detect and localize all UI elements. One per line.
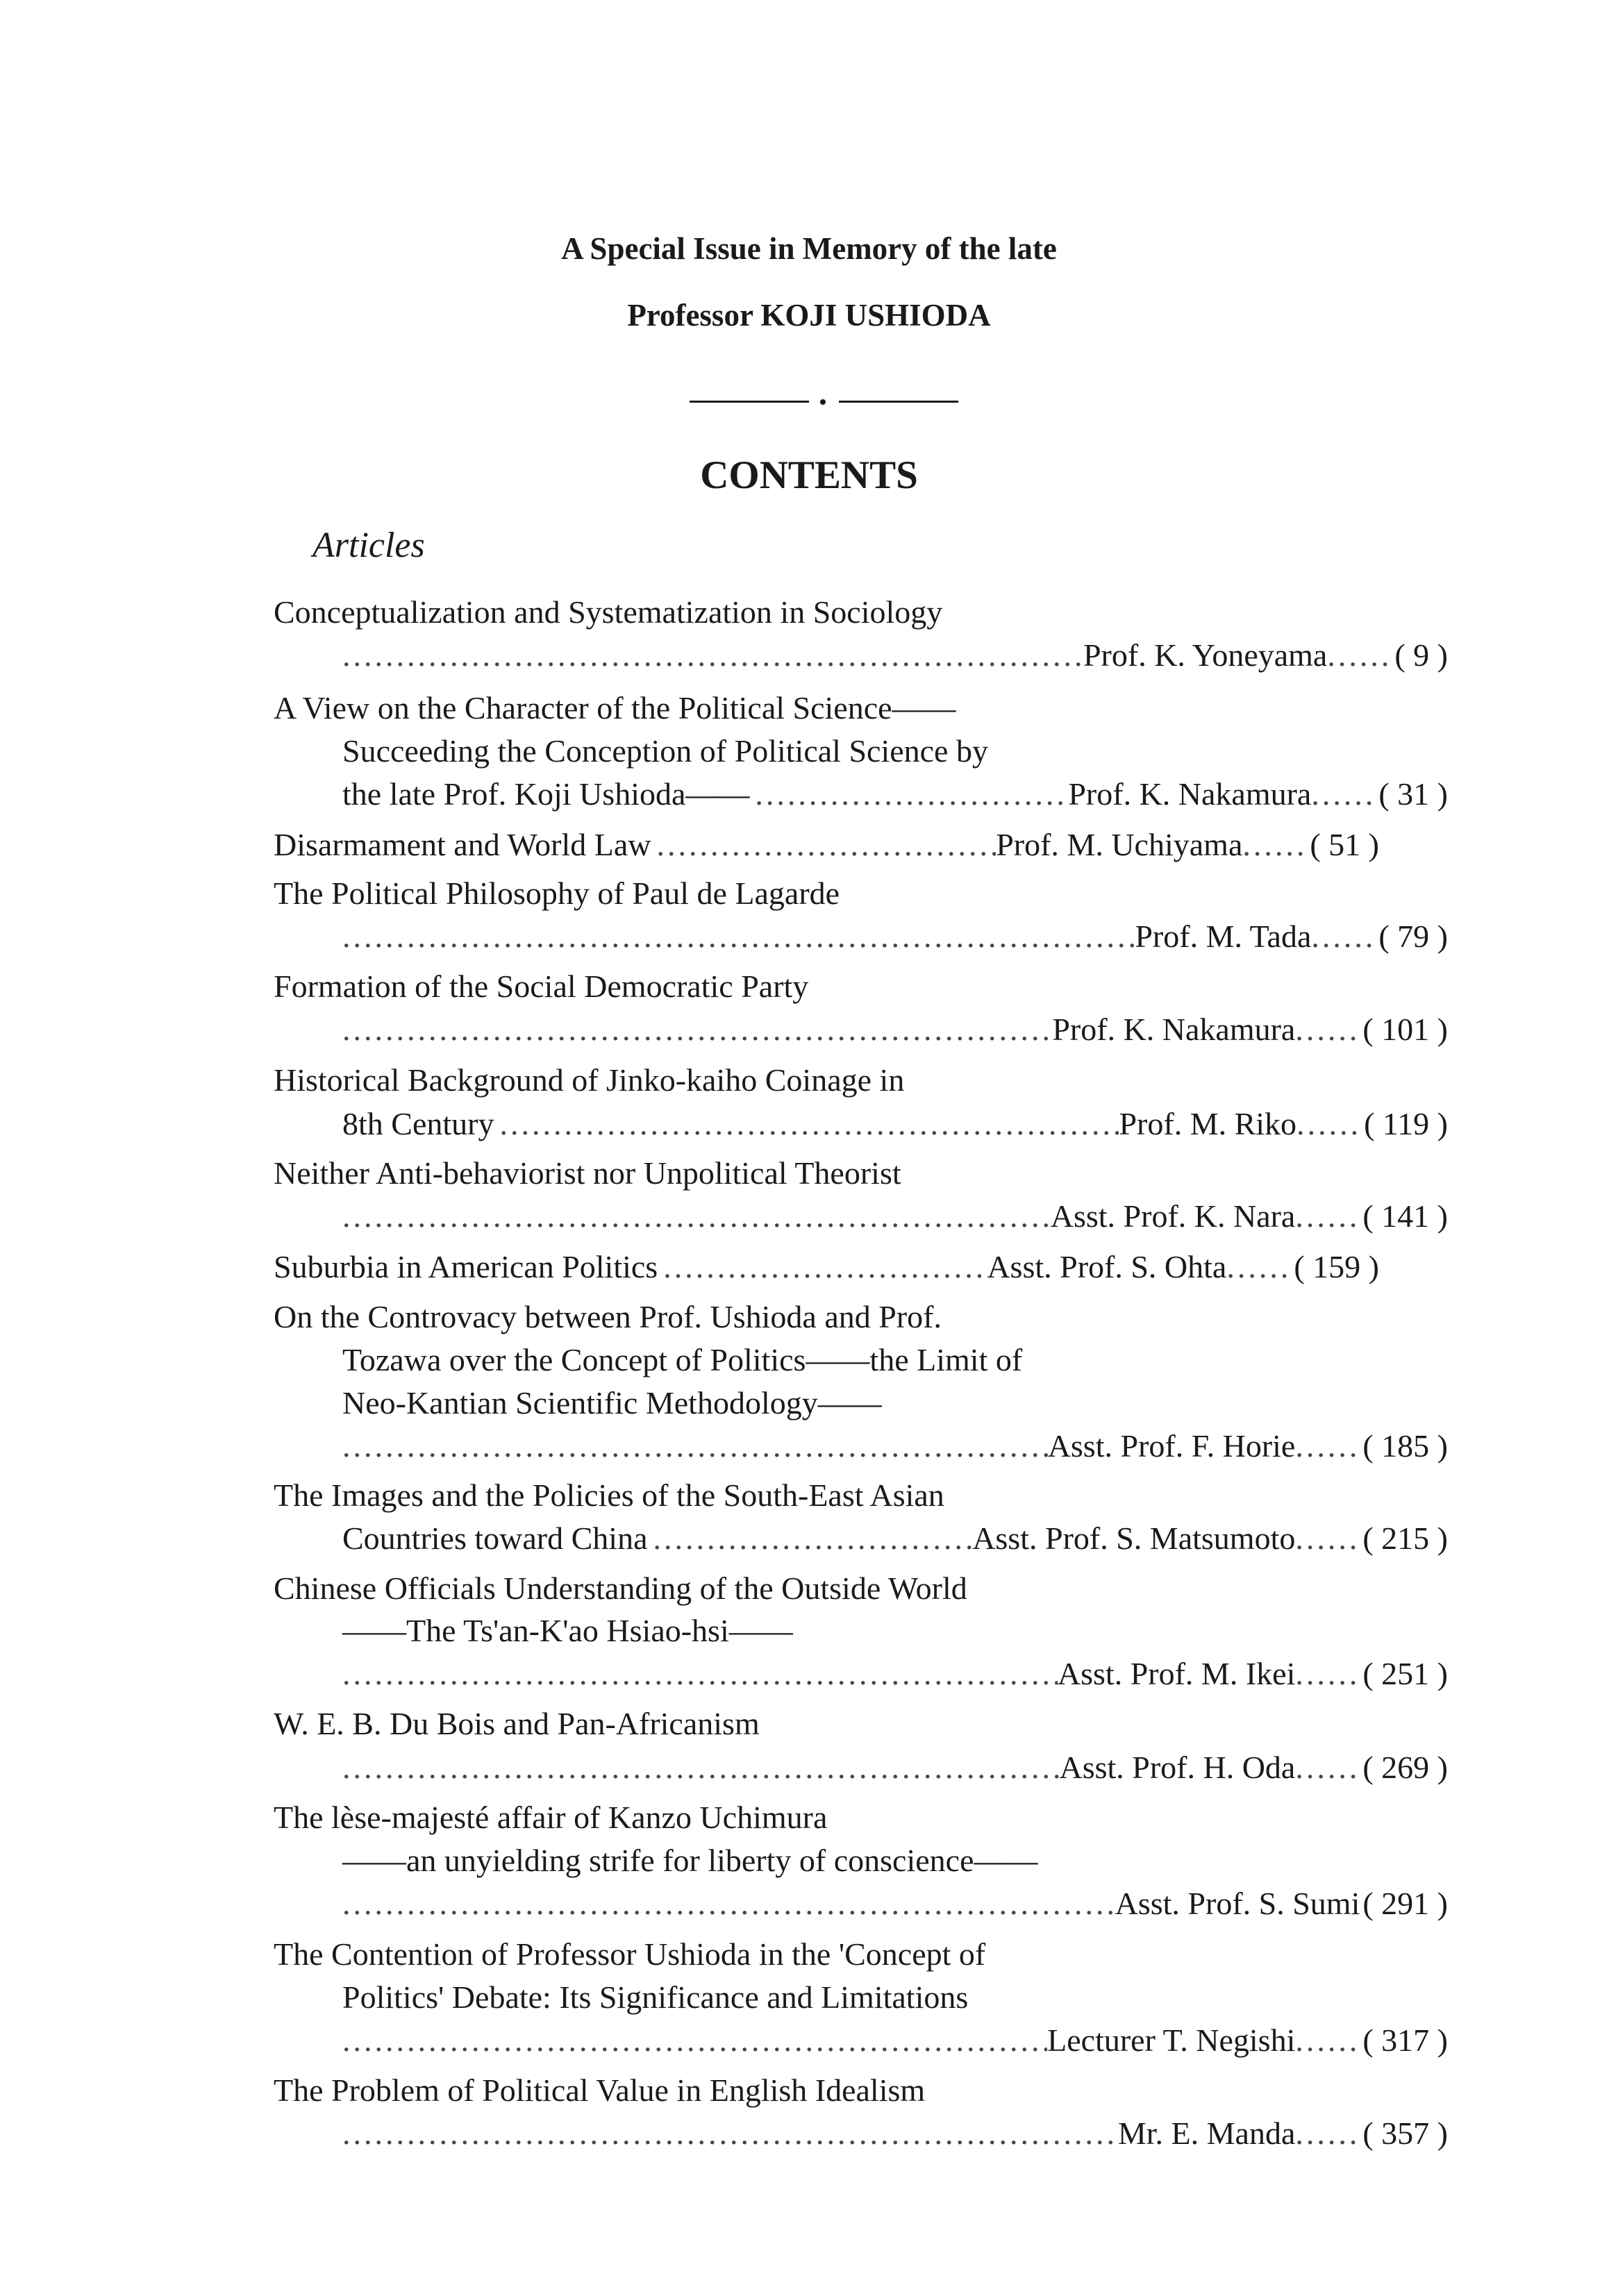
toc-page-number: ( 317 ): [1362, 2022, 1448, 2058]
toc-title-line: Neo-Kantian Scientific Methodology——: [342, 1385, 882, 1421]
dot-leader: [342, 2112, 1118, 2155]
toc-entry-leader: [342, 1103, 1448, 1146]
toc-title-line: On the Controvacy between Prof. Ushioda and Prof.: [274, 1299, 942, 1334]
dot-leader-short: ......: [1295, 1012, 1360, 1047]
professor-name: Professor KOJI USHIODA: [627, 298, 991, 333]
dot-leader: [656, 823, 996, 866]
dot-leader: [342, 1195, 1051, 1238]
toc-author: Asst. Prof. F. Horie: [1047, 1428, 1296, 1464]
toc-page-number: ( 159 ): [1294, 1249, 1379, 1284]
ornament-divider: [690, 398, 958, 406]
toc-page-number: ( 185 ): [1362, 1428, 1448, 1464]
dot-leader-short: ......: [1295, 1750, 1360, 1785]
section-label-articles: Articles: [312, 526, 425, 565]
dot-leader-short: ......: [1295, 1656, 1360, 1691]
dot-leader-short: ......: [1242, 827, 1308, 862]
toc-author: Prof. K. Yoneyama: [1083, 637, 1328, 673]
dot-leader-short: ......: [1311, 776, 1376, 812]
toc-title-line: Formation of the Social Democratic Party: [274, 969, 809, 1004]
toc-title-line: Tozawa over the Concept of Politics——the Limit of: [342, 1342, 1023, 1377]
toc-entry-leader: [342, 2019, 1448, 2062]
toc-title-line: Disarmament and World Law: [274, 827, 651, 862]
issue-title: A Special Issue in Memory of the late: [561, 231, 1057, 266]
toc-title-line: Conceptualization and Systematization in Sociology: [274, 594, 943, 630]
dot-leader: [342, 915, 1135, 958]
toc-author: Asst. Prof. K. Nara: [1050, 1198, 1296, 1234]
toc-entry-leader: [342, 1746, 1448, 1789]
toc-entry-leader: [342, 915, 1448, 958]
toc-title-line: Suburbia in American Politics: [274, 1249, 658, 1284]
dot-leader: [653, 1517, 973, 1560]
dot-leader-short: ......: [1295, 1428, 1360, 1464]
dot-leader: [342, 634, 1083, 677]
dot-leader: [342, 1425, 1048, 1468]
toc-author: Asst. Prof. M. Ikei: [1057, 1656, 1296, 1691]
dot-leader: [342, 1008, 1052, 1051]
dot-leader-short: ......: [1296, 1106, 1362, 1141]
toc-entry-leader: [342, 773, 1448, 816]
dot-leader: [499, 1103, 1119, 1146]
toc-author: Asst. Prof. H. Oda: [1059, 1750, 1296, 1785]
dot-leader-short: ......: [1226, 1249, 1292, 1284]
toc-entry-leader: [342, 2112, 1448, 2155]
toc-page-number: ( 51 ): [1310, 827, 1379, 862]
toc-title-line: The lèse-majesté affair of Kanzo Uchimura: [274, 1800, 828, 1835]
toc-title-line: Countries toward China: [342, 1520, 648, 1556]
toc-title-line: Neither Anti-behaviorist nor Unpolitical Theorist: [274, 1155, 901, 1191]
dot-leader-short: ......: [1295, 2022, 1360, 2058]
toc-title-line: ——an unyielding strife for liberty of conscience——: [342, 1843, 1038, 1878]
toc-title-line: ——The Ts'an-K'ao Hsiao-hsi——: [342, 1613, 793, 1648]
divider-dot: [820, 399, 826, 405]
toc-entry-leader: [342, 1882, 1448, 1925]
dot-leader-short: ......: [1295, 2115, 1360, 2151]
dot-leader-short: ......: [1327, 637, 1392, 673]
toc-page-number: ( 269 ): [1362, 1750, 1448, 1785]
toc-page-number: ( 251 ): [1362, 1656, 1448, 1691]
toc-page-number: ( 9 ): [1394, 637, 1448, 673]
toc-title-line: the late Prof. Koji Ushioda——: [342, 776, 750, 812]
dot-leader: [342, 2019, 1047, 2062]
toc-title-line: The Contention of Professor Ushioda in the 'Concept of: [274, 1936, 986, 1972]
toc-entry-leader: [342, 1425, 1448, 1468]
dot-leader-short: ......: [1311, 919, 1376, 954]
divider-rule-right: [839, 401, 958, 403]
toc-page-number: ( 141 ): [1362, 1198, 1448, 1234]
toc-title-line: W. E. B. Du Bois and Pan-Africanism: [274, 1706, 760, 1741]
toc-title-line: A View on the Character of the Political Science——: [274, 690, 956, 726]
dot-leader: [342, 1882, 1115, 1925]
toc-title-line: Succeeding the Conception of Political Science by: [342, 733, 988, 769]
toc-title-line: Chinese Officials Understanding of the Outside World: [274, 1570, 967, 1606]
toc-title-line: The Political Philosophy of Paul de Lagarde: [274, 875, 840, 911]
toc-author: Prof. K. Nakamura: [1052, 1012, 1296, 1047]
toc-entry-leader: [342, 1517, 1448, 1560]
toc-author: Prof. M. Tada: [1135, 919, 1312, 954]
toc-title-line: The Problem of Political Value in English Idealism: [274, 2072, 926, 2108]
toc-title-line: The Images and the Policies of the South-East Asian: [274, 1477, 944, 1513]
dot-leader: [755, 773, 1068, 816]
toc-entry-leader: [342, 634, 1448, 677]
toc-author: Asst. Prof. S. Sumi: [1115, 1886, 1360, 1921]
toc-author: Lecturer T. Negishi: [1047, 2022, 1296, 2058]
dot-leader: [663, 1246, 987, 1289]
toc-title-line: Politics' Debate: Its Significance and Limitations: [342, 1979, 969, 2015]
toc-author: Asst. Prof. S. Ohta: [987, 1249, 1227, 1284]
toc-author: Asst. Prof. S. Matsumoto: [972, 1520, 1296, 1556]
toc-page-number: ( 31 ): [1378, 776, 1448, 812]
toc-title-line: 8th Century: [342, 1106, 494, 1141]
contents-heading: CONTENTS: [700, 453, 918, 497]
dot-leader-short: ......: [1295, 1520, 1360, 1556]
toc-author: Prof. K. Nakamura: [1068, 776, 1312, 812]
toc-page-number: ( 357 ): [1362, 2115, 1448, 2151]
dot-leader-short: ......: [1295, 1198, 1360, 1234]
dot-leader: [342, 1652, 1058, 1695]
toc-page-number: ( 79 ): [1378, 919, 1448, 954]
divider-rule-left: [690, 401, 809, 403]
toc-author: Prof. M. Riko: [1119, 1106, 1297, 1141]
toc-author: Mr. E. Manda: [1117, 2115, 1296, 2151]
toc-entry-leader: [342, 1195, 1448, 1238]
toc-page-number: ( 119 ): [1364, 1106, 1448, 1141]
toc-page-number: ( 101 ): [1362, 1012, 1448, 1047]
toc-entry-leader: [274, 823, 1379, 866]
toc-entry-leader: [274, 1246, 1379, 1289]
toc-page-number: ( 215 ): [1362, 1520, 1448, 1556]
toc-entry-leader: [342, 1008, 1448, 1051]
toc-page-number: ( 291 ): [1362, 1886, 1448, 1921]
dot-leader: [342, 1746, 1059, 1789]
toc-author: Prof. M. Uchiyama: [996, 827, 1243, 862]
toc-title-line: Historical Background of Jinko-kaiho Coinage in: [274, 1062, 905, 1098]
toc-entry-leader: [342, 1652, 1448, 1695]
